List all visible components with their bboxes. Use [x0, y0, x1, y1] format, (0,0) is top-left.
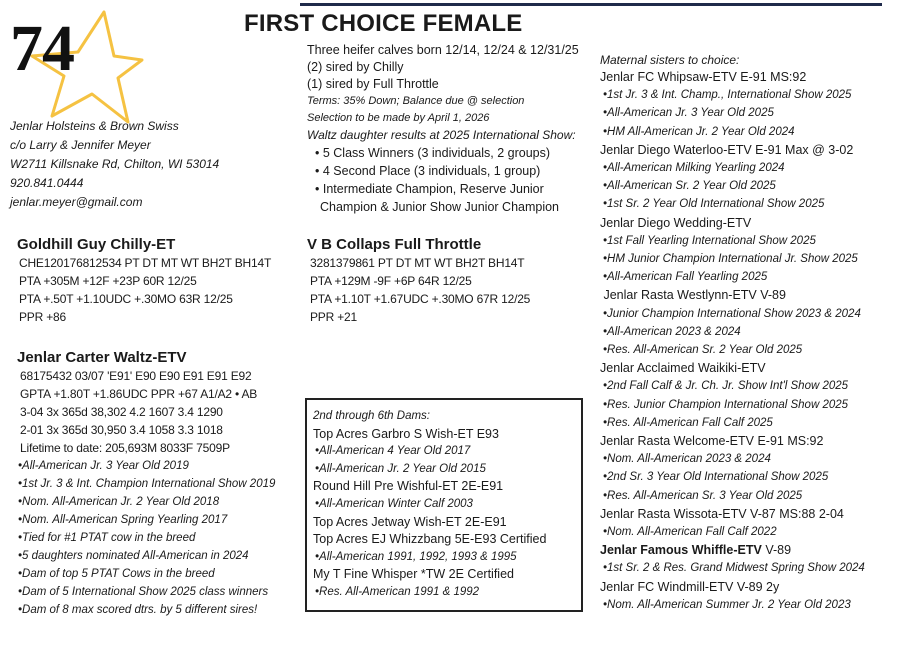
sister-note: •Nom. All-American Fall Calf 2022: [603, 526, 777, 539]
pedigree-dam-name: My T Fine Whisper *TW 2E Certified: [313, 567, 514, 582]
offer-line: Three heifer calves born 12/14, 12/24 & 12/31/25: [307, 43, 579, 57]
pedigree-dam-name: Round Hill Pre Wishful-ET 2E-E91: [313, 479, 504, 494]
pedigree-dam-note: •All-American Jr. 2 Year Old 2015: [315, 462, 486, 475]
pedigree-dam-name: Top Acres Garbro S Wish-ET E93: [313, 426, 499, 441]
page-title: FIRST CHOICE FEMALE: [244, 10, 523, 37]
dam-achievement: •5 daughters nominated All-American in 2024: [18, 550, 249, 562]
sire2-block: [307, 236, 530, 326]
sister-name: Jenlar FC Windmill-ETV V-89 2y: [600, 579, 780, 594]
contact-phone: 920.841.0444: [10, 176, 84, 190]
offer-terms: Terms: 35% Down; Balance due @ selection: [307, 95, 525, 107]
sister-note: •2nd Sr. 3 Year Old International Show 2025: [603, 471, 829, 484]
offer-result: Champion & Junior Show Junior Champion: [320, 200, 560, 214]
sire1-line: PPR +86: [19, 310, 66, 324]
offer-result: • Intermediate Champion, Reserve Junior: [315, 182, 544, 196]
sister-note: •1st Fall Yearling International Show 2025: [603, 234, 816, 247]
offer-results-header: Waltz daughter results at 2025 International Show:: [307, 128, 576, 142]
contact-block: [10, 117, 219, 212]
pedigree-dam-name: Top Acres EJ Whizzbang 5E-E93 Certified: [313, 532, 547, 547]
dam-achievement: •All-American Jr. 3 Year Old 2019: [18, 460, 189, 472]
sister-note: •Res. All-American Fall Calf 2025: [603, 416, 773, 429]
offer-line: (1) sired by Full Throttle: [307, 77, 439, 91]
dam-line: 68175432 03/07 'E91' E90 E90 E91 E91 E92: [20, 369, 252, 383]
dam-achievement: •Dam of 5 International Show 2025 class winners: [18, 586, 269, 598]
sister-note: •Nom. All-American Summer Jr. 2 Year Old 2023: [603, 598, 851, 611]
sister-note: •2nd Fall Calf & Jr. Ch. Jr. Show Int'l Show 2025: [603, 380, 849, 393]
sister-name-row: [600, 541, 865, 559]
dam-achievement: •Nom. All-American Jr. 2 Year Old 2018: [18, 496, 220, 508]
sisters-header: Maternal sisters to choice:: [600, 53, 740, 67]
top-rule: [300, 3, 882, 6]
dam-achievement: •Tied for #1 PTAT cow in the breed: [18, 532, 196, 544]
sister-name: Jenlar Diego Wedding-ETV: [600, 215, 752, 230]
sire1-line: CHE120176812534 PT DT MT WT BH2T BH14T: [19, 256, 272, 270]
sister-note: •1st Sr. 2 Year Old International Show 2025: [603, 198, 825, 211]
sister-note: •Res. All-American Sr. 2 Year Old 2025: [603, 344, 803, 357]
contact-care-of: c/o Larry & Jennifer Meyer: [10, 138, 151, 152]
sister-note: •Nom. All-American 2023 & 2024: [603, 453, 771, 466]
pedigree-dam-note: •All-American 1991, 1992, 1993 & 1995: [315, 550, 517, 563]
contact-email: jenlar.meyer@gmail.com: [10, 195, 143, 209]
sister-note: •Res. All-American Sr. 3 Year Old 2025: [603, 489, 803, 502]
dam-line: 3-04 3x 365d 38,302 4.2 1607 3.4 1290: [20, 405, 223, 419]
sire1-line: PTA +.50T +1.10UDC +.30MO 63R 12/25: [19, 292, 233, 306]
sister-note: •All-American 2023 & 2024: [603, 325, 741, 338]
sire1-block: [17, 236, 271, 326]
contact-name: Jenlar Holsteins & Brown Swiss: [10, 119, 179, 133]
pedigree-dam-note: •All-American Winter Calf 2003: [315, 497, 473, 510]
sire2-line: 3281379861 PT DT MT WT BH2T BH14T: [310, 256, 525, 270]
sister-note: •All-American Jr. 3 Year Old 2025: [603, 107, 774, 120]
dam-achievement: •1st Jr. 3 & Int. Champion International Show 2019: [18, 478, 276, 490]
dam-line: 2-01 3x 365d 30,950 3.4 1058 3.3 1018: [20, 423, 223, 437]
sister-note: •All-American Milking Yearling 2024: [603, 162, 785, 175]
sister-note: •1st Jr. 3 & Int. Champ., International Show 2025: [603, 89, 852, 102]
sister-score: V-89: [761, 543, 792, 558]
sire1-name: Goldhill Guy Chilly-ET: [17, 236, 176, 253]
sister-name: Jenlar Diego Waterloo-ETV E-91 Max @ 3-02: [600, 142, 854, 157]
sister-name: Jenlar Acclaimed Waikiki-ETV: [600, 361, 766, 376]
sister-note: •All-American Sr. 2 Year Old 2025: [603, 180, 776, 193]
sire1-line: PTA +305M +12F +23P 60R 12/25: [19, 274, 197, 288]
sire2-name: V B Collaps Full Throttle: [307, 236, 482, 253]
pedigree-dam-name: Top Acres Jetway Wish-ET 2E-E91: [313, 514, 507, 529]
offer-result: • 5 Class Winners (3 individuals, 2 groups): [315, 146, 551, 160]
pedigree-dam-note: •Res. All-American 1991 & 1992: [315, 585, 480, 598]
pedigree-dam-note: •All-American 4 Year Old 2017: [315, 445, 471, 458]
sister-name: Jenlar Famous Whiffle-ETV: [600, 543, 762, 558]
offer-block: [307, 42, 579, 216]
sister-note: •HM Junior Champion International Jr. Show 2025: [603, 253, 858, 266]
sister-note: •Res. Junior Champion International Show 2025: [603, 398, 849, 411]
sister-name: Jenlar Rasta Welcome-ETV E-91 MS:92: [600, 434, 824, 449]
dam-name: Jenlar Carter Waltz-ETV: [17, 349, 187, 366]
sister-note: •1st Sr. 2 & Res. Grand Midwest Spring Show 2024: [603, 562, 865, 575]
sister-name: Jenlar FC Whipsaw-ETV E-91 MS:92: [600, 70, 807, 84]
sister-note: •Junior Champion International Show 2023 & 2024: [603, 307, 861, 320]
offer-line: (2) sired by Chilly: [307, 60, 404, 74]
pedigree-dams-box: [305, 398, 583, 612]
sire2-line: PTA +129M -9F +6P 64R 12/25: [310, 274, 472, 288]
dams-header: 2nd through 6th Dams:: [313, 410, 430, 422]
dam-line: Lifetime to date: 205,693M 8033F 7509P: [20, 441, 230, 455]
sister-note: •All-American Fall Yearling 2025: [603, 271, 768, 284]
dam-line: GPTA +1.80T +1.86UDC PPR +67 A1/A2 • AB: [20, 387, 258, 401]
sire2-line: PTA +1.10T +1.67UDC +.30MO 67R 12/25: [310, 292, 531, 306]
contact-address: W2711 Killsnake Rd, Chilton, WI 53014: [10, 157, 220, 171]
sister-note: •HM All-American Jr. 2 Year Old 2024: [603, 125, 795, 138]
offer-selection: Selection to be made by April 1, 2026: [307, 112, 490, 124]
maternal-sisters-block: [600, 52, 865, 614]
dam-achievement: •Dam of 8 max scored dtrs. by 5 different sires!: [18, 604, 258, 616]
lot-number: 74: [10, 12, 74, 85]
offer-result: • 4 Second Place (3 individuals, 1 group): [315, 164, 541, 178]
dam-achievement: •Nom. All-American Spring Yearling 2017: [18, 514, 228, 526]
sire2-line: PPR +21: [310, 310, 357, 324]
sister-name: Jenlar Rasta Wissota-ETV V-87 MS:88 2-04: [600, 506, 844, 521]
sister-name: Jenlar Rasta Westlynn-ETV V-89: [600, 288, 786, 303]
dam-block: [17, 349, 275, 619]
dam-achievement: •Dam of top 5 PTAT Cows in the breed: [18, 568, 215, 580]
